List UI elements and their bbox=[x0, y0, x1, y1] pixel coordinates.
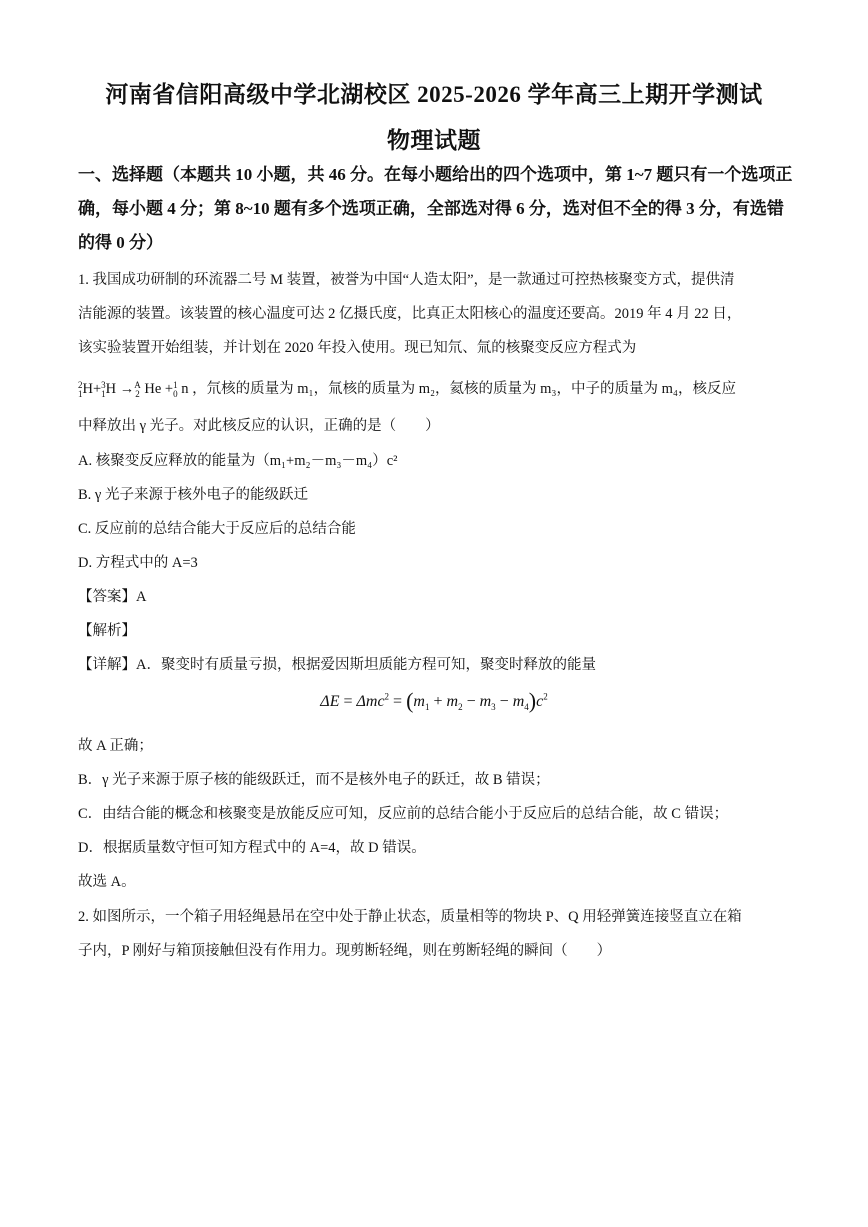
q2-stem-line1: 2. 如图所示，一个箱子用轻绳悬吊在空中处于静止状态，质量相等的物块 P、Q 用轻弹簧连接竖直立在箱 bbox=[78, 909, 742, 925]
q1-equation-line bbox=[78, 377, 736, 399]
q1-stem-line5: 中释放出 γ 光子。对此核反应的认识，正确的是（ ） bbox=[78, 418, 440, 434]
q1-detail-b: B．γ 光子来源于原子核的能级跃迁，而不是核外电子的跃迁，故 B 错误； bbox=[78, 772, 550, 788]
q1-option-c: C. 反应前的总结合能大于反应后的总结合能 bbox=[78, 521, 356, 537]
q1-analysis-label: 【解析】 bbox=[78, 623, 136, 639]
q1-answer: 【答案】A bbox=[78, 589, 147, 605]
q1-conclusion-a: 故 A 正确； bbox=[78, 738, 153, 754]
q1-detail-line1: 【详解】A．聚变时有质量亏损，根据爱因斯坦质能方程可知，聚变时释放的能量 bbox=[78, 657, 596, 673]
q2-stem-line2: 子内，P 刚好与箱顶接触但没有作用力。现剪断轻绳，则在剪断轻绳的瞬间（ ） bbox=[78, 943, 612, 959]
q1-detail-c: C．由结合能的概念和核聚变是放能反应可知，反应前的总结合能小于反应后的总结合能，故 C 错误； bbox=[78, 806, 729, 822]
q1-stem-line3: 该实验装置开始组装，并计划在 2020 年投入使用。现已知氘、氚的核聚变反应方程式为 bbox=[78, 340, 637, 356]
q1-option-b: B. γ 光子来源于核外电子的能级跃迁 bbox=[78, 487, 308, 503]
q1-stem-line2: 洁能源的装置。该装置的核心温度可达 2 亿摄氏度，比真正太阳核心的温度还要高。2019 年 4 月 22 日， bbox=[78, 306, 742, 322]
q1-option-a: A. 核聚变反应释放的能量为（m₁+m₂－m₃－m₄）c² bbox=[78, 453, 398, 469]
page-title-line2: 物理试题 bbox=[387, 128, 481, 153]
q1-equation-tail: ，氘核的质量为 m₁，氚核的质量为 m₂，氦核的质量为 m₃，中子的质量为 m₄，核反应 bbox=[192, 381, 736, 397]
q1-final: 故选 A。 bbox=[78, 874, 136, 890]
reaction-equation: 2 1 H+ 3 1 H → A 2 He + 1 0 n bbox=[78, 379, 193, 399]
mass-energy-equation: $\Delta E = \Delta mc^2 = (m_1 + m_2 - m_3 - m_4)c^2$ bbox=[320, 688, 548, 713]
q1-option-d: D. 方程式中的 A=3 bbox=[78, 555, 198, 571]
section-heading: 一、选择题（本题共 10 小题，共 46 分。在每小题给出的四个选项中，第 1~7 题只有一个选项正确，每小题 4 分；第 8~10 题有多个选项正确，全部选对得 6 分，选对但不全的得 3 分，有选错的得 0 分） bbox=[78, 165, 793, 252]
q1-stem-line1: 1. 我国成功研制的环流器二号 M 装置，被誉为中国“人造太阳”，是一款通过可控热核聚变方式，提供清 bbox=[78, 272, 735, 288]
page-title-line1: 河南省信阳高级中学北湖校区 2025-2026 学年高三上期开学测试 bbox=[105, 82, 763, 107]
q1-detail-d: D．根据质量数守恒可知方程式中的 A=4，故 D 错误。 bbox=[78, 840, 426, 856]
